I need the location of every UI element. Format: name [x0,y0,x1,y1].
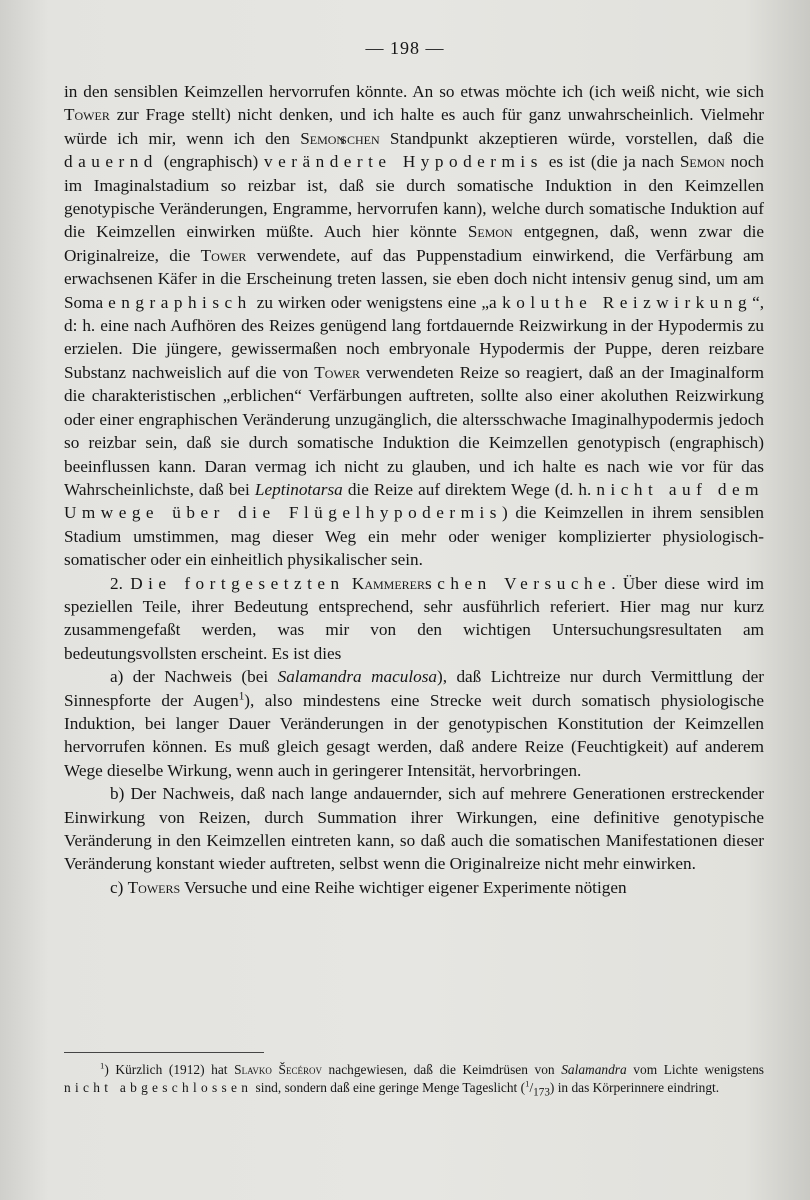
text-run: nicht auf dem Umwege über die Flügelhypodermis [64,479,764,523]
text-run: 1 [100,1060,105,1071]
text-run: b) Der Nachweis, daß nach lange andauernder, sich auf mehrere Generationen erstreckender Einwirkung von Reizen, durch Summation ihrer Wirkungen, eine definitive genotypische Veränderung in den Keimzellen eintreten kann, so daß auch die somatischen Manifestationen dieser Veränderung konstant wieder auftreten, selbst wenn die Originalreize nicht mehr einwirken. [64,784,764,874]
text-run: 1 [238,689,245,702]
text-run: Leptinotarsa [254,479,343,499]
text-run: engraphisch [108,292,252,312]
text-run: ), daß Lichtreize nur durch Vermittlung der Sinnespforte der Augen [64,667,764,710]
text-run: Semon [300,128,346,148]
text-run: 1 [525,1078,530,1089]
text-run: verwendete, auf das Puppenstadium einwirkend, die Verfärbung am erwachsenen Käfer in die Erscheinung treten lassen, sie eben doch nicht intensiv genug sind, um am Soma [64,245,764,312]
text-run: zu wirken oder wenigstens eine „ [251,292,489,312]
text-run: . Über diese wird im speziellen Teile, ihrer Bedeutung entsprechend, sehr ausführlich referiert. Hier mag nur kurz zusammengefaßt werden, was mir von den wichtigen Untersuchungsresultaten am bedeutungsvollsten erscheint. Es ist dies [64,573,764,663]
paragraph [64,782,764,876]
text-run: zur Frage stellt) nicht denken, und ich halte es auch für ganz unwahrscheinlich. Vielmehr würde ich mir, wenn ich den [64,105,764,148]
text-run: Salamandra maculosa [277,667,437,687]
text-run: sind, sondern daß eine geringe Menge Tageslicht ( [252,1080,526,1095]
text-run: Tower [314,362,361,382]
text-run: Standpunkt akzeptieren würde, vorstellen, daß die [379,128,765,148]
text-run: Die fortgesetzten [130,573,345,593]
text-run: Tower [200,245,247,265]
text-run: Salamandra [561,1062,627,1077]
text-run: Kammerer [351,573,426,593]
paragraph [64,876,764,899]
page-number: — 198 — [365,38,445,58]
text-run: nachgewiesen, daß die Keimdrüsen von [321,1062,562,1077]
text-run: Towers [127,877,181,897]
text-run: Slavko Šecérov [234,1062,322,1077]
body-text [64,80,764,899]
paragraph [64,572,764,666]
footnote-area [64,1052,764,1102]
text-run: akoluthe Reizwirkung [489,292,753,312]
footnote-rule [64,1052,264,1053]
text-run: (engraphisch) [157,152,264,172]
text-run: Semon [467,222,513,242]
text-run: noch im Imaginalstadium so reizbar ist, daß sie durch somatische Induktion in den Keimzellen genotypische Veränderungen, Engramme, hervorrufen kann), welche durch somatische Induktion auf die Keimzellen einwirken müßte. Auch hier könnte [64,152,764,242]
text-run: vom Lichte wenigstens [626,1062,765,1077]
text-run: “, d: h. eine nach Aufhören des Reizes genügend lang fortdauernde Reizwirkung in der Hypodermis zu erzielen. Die jüngere, gewissermaßen noch embryonale Hypodermis der Puppe, deren reizbare Substanz nachweislich auf die von [64,292,765,382]
text-run [345,574,352,593]
text-run: ) die Keimzellen in ihrem sensiblen Stadium umstimmen, mag dieser Weg ein mehr oder weniger komplizierter physiologisch-somatischer oder ein einheitlich physikalischer sein. [64,503,764,570]
text-run: / [529,1080,534,1095]
footnote [64,1061,764,1102]
text-run: 2. [110,573,131,593]
text-run: Semon [679,152,725,172]
text-run: c) [110,877,128,897]
text-run: Versuche und eine Reihe wichtiger eigener Experimente nötigen [180,877,627,897]
text-run: ) in das Körperinnere eindringt. [549,1080,720,1095]
text-run: a) der Nachweis (bei [110,667,278,687]
text-run: die Reize auf direktem Wege (d. h. [342,479,597,499]
text-run: veränderte Hypodermis [264,152,543,172]
text-run: 173 [533,1086,550,1099]
text-run: verwendeten Reize so reagiert, daß an der Imaginalform die charakteristischen „erblichen“ Verfärbungen auftreten, sollte also einer akoluthen Reizwirkung oder einer engraphischen Veränderung unzugänglich, die altersschwache Imaginalhypodermis jedoch so reizbar sein, daß sie durch somatische Induktion die Keimzellen genotypisch (engraphisch) beeinflussen kann. Daran vermag ich nicht zu glauben, und ich halte es nach wie vor für das Wahrscheinlichste, daß bei [64,362,764,499]
text-run: dauernd [64,152,158,172]
paragraph [64,665,764,782]
text-run: nicht abgeschlossen [64,1080,253,1095]
text-run: ) Kürzlich (1912) hat [104,1062,235,1077]
paragraph [64,80,764,572]
text-run: in den sensiblen Keimzellen hervorrufen könnte. An so etwas möchte ich (ich weiß nicht, wie sich [64,82,764,101]
text-run: entgegnen, daß, wenn zwar die Originalreize, die [64,222,764,265]
text-run: schen Versuche [425,573,612,593]
text-run: Tower [64,105,110,125]
text-run: ), also mindestens eine Strecke weit durch somatisch physiologische Induktion, bei langer Dauer Veränderungen in der genotypischen Konstitution der Keimzellen hervorrufen können. Es muß gleich gesagt werden, daß andere Reize (Feuchtigkeit) auf anderem Wege dieselbe Wirkung, wenn auch in geringerer Intensität, hervorbringen. [64,690,764,780]
text-run: schen [340,128,380,148]
text-run: es ist (die ja nach [542,152,680,172]
